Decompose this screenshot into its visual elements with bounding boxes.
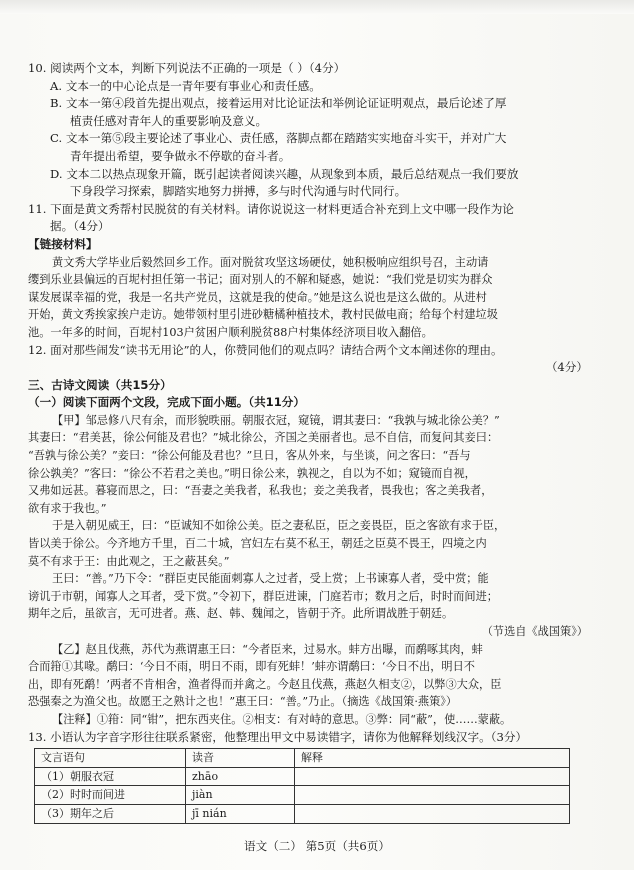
- answer-cell[interactable]: [295, 804, 570, 823]
- material-line: 缨到乐业县偏远的百坭村担任第一书记；面对别人的不解和疑惑，她说：“我们党是切实为群众: [28, 273, 493, 287]
- link-material-label: 【链接材料】: [28, 236, 98, 251]
- yi-line: 出，即有死鹬！’两者不肯相舍，渔者得而并禽之。今赵且伐燕，燕赵久相支②，以弊③大众，臣: [28, 677, 502, 691]
- jia-line: 莫不有求于王：由此观之，王之蔽甚矣。”: [28, 554, 230, 568]
- q10-stem: 10. 阅读两个文本，判断下列说法不正确的一项是（ ）（4分）: [28, 61, 346, 75]
- q10-option-b-line1: B. 文本一第④段首先提出观点，接着运用对比论证法和举例论证证明观点，最后论述了厚: [50, 96, 507, 111]
- answer-cell[interactable]: [295, 767, 570, 786]
- jia-line: “吾孰与徐公美？”妾曰：“徐公何能及君也？”旦日，客从外来，与坐谈，问之客曰：“吾与: [28, 449, 471, 463]
- q10-option-c-line2: 青年提出希望，要争做永不停歇的奋斗者。: [70, 148, 291, 163]
- material-line: 黄文秀大学毕业后毅然回乡工作。面对脱贫攻坚这场硬仗，她积极响应组织号召，主动请: [52, 255, 489, 269]
- table-row: [35, 767, 570, 786]
- table-row: [35, 786, 570, 805]
- yi-line: 恐强秦之为渔父也。故愿王之熟计之也！”惠王曰：“善。”乃止。（摘选《战国策·燕策》）: [28, 695, 458, 709]
- yi-line: 【乙】赵且伐燕，苏代为燕谓惠王曰：“今者臣来，过易水。蚌方出曝，而鹬啄其肉，蚌: [52, 642, 483, 656]
- q11-stem-line1: 11. 下面是黄文秀帮村民脱贫的有关材料。请你说说这一材料更适合补充到上文中哪一段作为论: [28, 201, 514, 216]
- jia-line: 【甲】邹忌修八尺有余，而形貌昳丽。朝服衣冠，窥镜，谓其妻曰：“我孰与城北徐公美？”: [52, 413, 500, 427]
- annotation-note: 【注释】①箝：同“钳”，把东西夹住。②相支：有对峙的意思。③弊：同“蔽”，使……蒙蔽。: [52, 712, 512, 726]
- table-row: [35, 804, 570, 823]
- passage-jia: [28, 412, 606, 641]
- q11-stem-line2: 据。（4分）: [50, 219, 110, 234]
- jia-line: 王曰：“善。”乃下令：“群臣吏民能面刺寡人之过者，受上赏；上书谏寡人者，受中赏；能: [52, 572, 489, 586]
- row-pronunciation: jiàn: [186, 786, 295, 805]
- row-sentence: （3）期年之后: [35, 804, 186, 823]
- jia-line: 徐公孰美？”客曰：“徐公不若君之美也。”明日徐公来，孰视之，自以为不如；窥镜而自视，: [28, 466, 476, 480]
- section3-title: 三、古诗文阅读（共15分）: [28, 377, 172, 392]
- jia-line: 于是入朝见威王，曰：“臣诚知不如徐公美。臣之妻私臣，臣之妾畏臣，臣之客欲有求于臣，: [52, 519, 506, 533]
- jia-line: 期年之后，虽欲言，无可进者。燕、赵、韩、魏闻之，皆朝于齐。此所谓战胜于朝廷。: [28, 607, 454, 621]
- q10-option-d-line2: 下身段学习探索，脚踏实地努力拼搏，多与时代沟通与时代同行。: [70, 184, 407, 199]
- q13-table: [34, 748, 570, 823]
- material-line: 池。一年多的时间，百坭村103户贫困户顺利脱贫88户村集体经济项目收入翻倍。: [28, 325, 433, 339]
- material-line: 谋发展谋幸福的党，我是一名共产党员，这就是我的使命。”她是这么说也是这么做的。从进村: [28, 290, 487, 304]
- answer-cell[interactable]: [295, 786, 570, 805]
- page-footer: 语文（二） 第5页（共6页）: [244, 839, 390, 853]
- row-pronunciation: jī nián: [186, 804, 295, 823]
- jia-line: 又弗如远甚。暮寝而思之，曰：“吾妻之美我者，私我也；妾之美我者，畏我也；客之美我者，: [28, 484, 493, 498]
- yi-line: 合而箝①其喙。鹬曰：‘今日不雨，明日不雨，即有死蚌！’蚌亦谓鹬曰：‘今日不出，明日不: [28, 660, 475, 674]
- material-line: 开始，黄文秀挨家挨户走访。她带领村里引进砂糖橘种植技术，教村民做电商；给每个村建垃圾: [28, 308, 498, 322]
- passage-yi: [28, 641, 606, 711]
- section3-subtitle: （一）阅读下面两个文段，完成下面小题。（共11分）: [28, 395, 305, 410]
- jia-source: （节选自《战国策》）: [481, 625, 588, 638]
- q10-option-d-line1: D. 文本二以热点现象开篇，既引起读者阅读兴趣，从现象到本质，最后总结观点一我们要放: [50, 166, 519, 181]
- jia-line: 欲有求于我也。”: [28, 501, 107, 515]
- table-header-row: [35, 749, 570, 768]
- q12-score: （4分）: [545, 360, 588, 375]
- page-content: [28, 60, 606, 824]
- row-pronunciation: zhāo: [186, 767, 295, 786]
- q10-option-a: A. 文本一的中心论点是一青年要有事业心和责任感。: [50, 78, 321, 93]
- header-sentence: 文言语句: [35, 749, 186, 768]
- q10-option-b-line2: 植责任感对青年人的重要影响及意义。: [70, 113, 268, 128]
- q13-stem: 13. 小语认为字音字形往往联系紧密，他整理出甲文中易读错字，请你为他解释划线汉字。（3分）: [28, 729, 528, 744]
- q12-stem: 12. 面对那些闹发“读书无用论”的人，你赞同他们的观点吗？请结合两个文本阐述你的理由。: [28, 342, 503, 357]
- row-sentence: （2）时时而间进: [35, 786, 186, 805]
- header-pronunciation: 读音: [186, 749, 295, 768]
- jia-line: 皆以美于徐公。今齐地方千里，百二十城，宫妇左右莫不私王，朝廷之臣莫不畏王，四境之内: [28, 537, 487, 551]
- header-explanation: 解释: [295, 749, 570, 768]
- jia-line: 其妻曰：“君美甚，徐公何能及君也？”城北徐公，齐国之美丽者也。忌不自信，而复问其妾曰：: [28, 431, 499, 445]
- row-sentence: （1）朝服衣冠: [35, 767, 186, 786]
- scan-top-edge: [0, 0, 634, 14]
- q10-option-c-line1: C. 文本一第⑤段主要论述了事业心、责任感，落脚点都在踏踏实实地奋斗实干，并对广大: [50, 131, 507, 146]
- jia-line: 谤讥于市朝，闻寡人之耳者，受下赏。”令初下，群臣进谏，门庭若市；数月之后，时时而间进；: [28, 589, 498, 603]
